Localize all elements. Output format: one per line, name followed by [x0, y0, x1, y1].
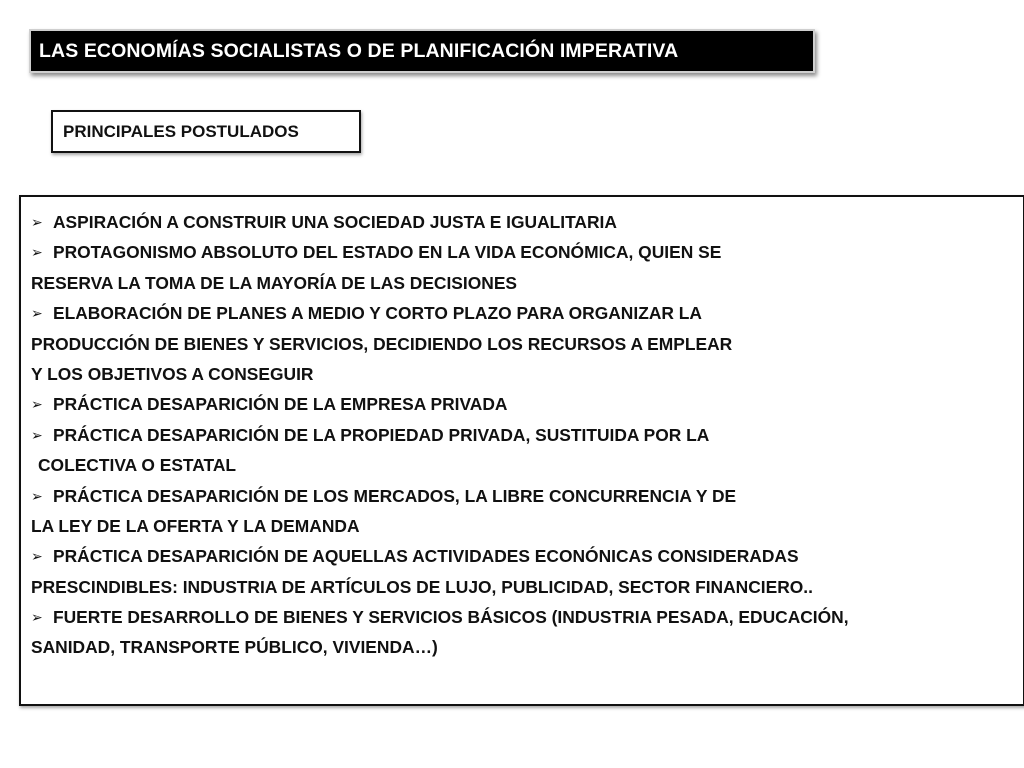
line-text: PRODUCCIÓN DE BIENES Y SERVICIOS, DECIDIENDO LOS RECURSOS A EMPLEAR: [31, 333, 733, 354]
bullet-item: [31, 481, 1023, 511]
line-text: PRÁCTICA DESAPARICIÓN DE AQUELLAS ACTIVIDADES ECONÓNICAS CONSIDERADAS: [53, 546, 799, 567]
line-text: SANIDAD, TRANSPORTE PÚBLICO, VIVIENDA…): [31, 637, 438, 658]
bullet-continuation: [31, 268, 1023, 298]
line-text: PRESCINDIBLES: INDUSTRIA DE ARTÍCULOS DE LUJO, PUBLICIDAD, SECTOR FINANCIERO..: [31, 576, 813, 597]
line-text: PRÁCTICA DESAPARICIÓN DE LA PROPIEDAD PRIVADA, SUSTITUIDA POR LA: [53, 424, 710, 445]
bullet-item: [31, 298, 1023, 328]
arrow-bullet-icon: ➢: [31, 214, 43, 230]
line-text: ASPIRACIÓN A CONSTRUIR UNA SOCIEDAD JUSTA E IGUALITARIA: [53, 212, 617, 232]
postulates-box: [19, 195, 1024, 706]
bullet-item: [31, 207, 1023, 237]
slide-title-box: [29, 29, 815, 73]
bullet-item: [31, 541, 1023, 571]
line-text: PRÁCTICA DESAPARICIÓN DE LOS MERCADOS, LA LIBRE CONCURRENCIA Y DE: [53, 485, 737, 506]
bullet-item: [31, 237, 1023, 267]
arrow-bullet-icon: ➢: [31, 487, 43, 504]
arrow-bullet-icon: ➢: [31, 244, 43, 261]
arrow-bullet-icon: ➢: [31, 305, 43, 322]
bullet-continuation: [31, 329, 1023, 359]
arrow-bullet-icon: ➢: [31, 548, 43, 565]
line-text: Y LOS OBJETIVOS A CONSEGUIR: [31, 363, 314, 384]
line-text: LA LEY DE LA OFERTA Y LA DEMANDA: [31, 515, 360, 536]
bullet-continuation: [31, 450, 1023, 480]
bullet-continuation: [31, 359, 1023, 389]
slide-title: LAS ECONOMÍAS SOCIALISTAS O DE PLANIFICACIÓN IMPERATIVA: [39, 39, 679, 62]
bullet-continuation: [31, 632, 1023, 662]
arrow-bullet-icon: ➢: [31, 426, 43, 443]
subtitle-box: [51, 110, 361, 153]
bullet-continuation: [31, 572, 1023, 602]
line-text: PRÁCTICA DESAPARICIÓN DE LA EMPRESA PRIVADA: [53, 394, 508, 415]
line-text: PROTAGONISMO ABSOLUTO DEL ESTADO EN LA VIDA ECONÓMICA, QUIEN SE: [53, 242, 722, 263]
line-text: RESERVA LA TOMA DE LA MAYORÍA DE LAS DECISIONES: [31, 272, 518, 293]
bullet-item: [31, 420, 1023, 450]
bullet-continuation: [31, 511, 1023, 541]
arrow-bullet-icon: ➢: [31, 396, 43, 413]
line-text: ELABORACIÓN DE PLANES A MEDIO Y CORTO PLAZO PARA ORGANIZAR LA: [53, 303, 702, 324]
bullet-item: [31, 389, 1023, 419]
bullet-item: [31, 602, 1023, 632]
arrow-bullet-icon: ➢: [31, 609, 43, 626]
line-text: FUERTE DESARROLLO DE BIENES Y SERVICIOS BÁSICOS (INDUSTRIA PESADA, EDUCACIÓN,: [53, 607, 849, 628]
line-text: COLECTIVA O ESTATAL: [38, 455, 237, 476]
slide-subtitle: PRINCIPALES POSTULADOS: [63, 121, 299, 141]
postulates-list: [31, 207, 1023, 663]
